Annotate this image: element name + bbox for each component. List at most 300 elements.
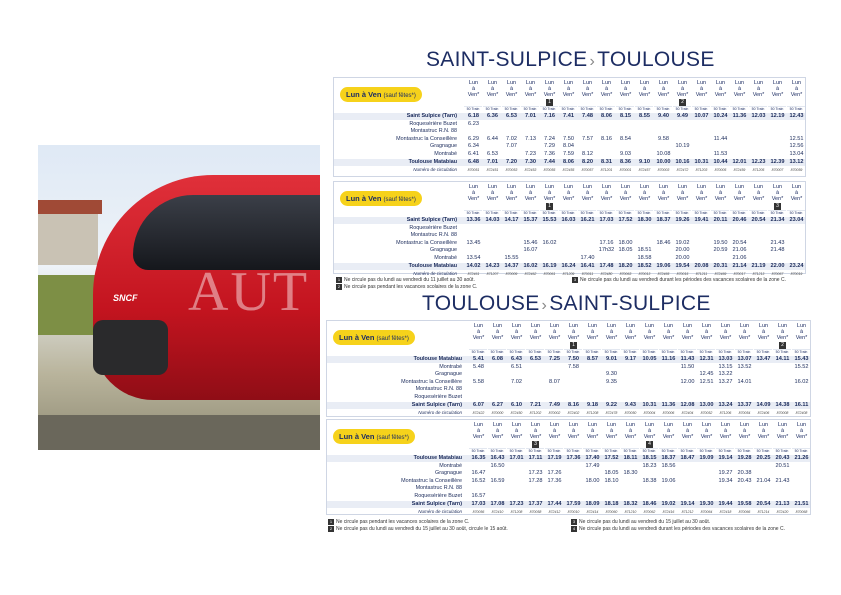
time-cell: 19.02: [661, 500, 676, 507]
day-header: Ven*: [586, 335, 599, 341]
day-header: à: [566, 190, 571, 196]
footnote-top-2: [336, 284, 477, 290]
time-cell: 13.15: [718, 363, 733, 370]
time-cell: 20.43: [775, 455, 790, 461]
arrow-icon: ›: [589, 53, 596, 70]
circulation-number: 870006: [662, 411, 675, 416]
time-cell: 12.08: [680, 401, 695, 408]
circulation-number: 870008: [776, 411, 789, 416]
train-sub: 50 Train: [621, 349, 639, 354]
time-cell: 6.48: [468, 158, 479, 165]
day-header: Ven*: [752, 92, 765, 98]
footnote-bottom-1: [328, 519, 469, 525]
train-sub: 50 Train: [754, 349, 772, 354]
time-cell: 12.03: [751, 113, 766, 119]
time-cell: 10.16: [675, 158, 690, 165]
tag-label: Lun à Ven: [346, 90, 382, 99]
time-cell: 8.06: [601, 113, 612, 119]
day-header: Ven*: [548, 434, 561, 440]
circulation-number: 870011: [581, 272, 594, 277]
time-cell: 19.27: [718, 470, 733, 477]
note-marker: 1: [546, 99, 553, 106]
day-header: Ven*: [581, 92, 594, 98]
footnote-bottom-3: [571, 519, 710, 525]
time-cell: 6.23: [468, 120, 479, 127]
day-header: Lun: [601, 184, 612, 190]
time-cell: 10.08: [656, 151, 671, 157]
day-header: à: [571, 329, 576, 335]
time-cell: 15.43: [794, 356, 809, 362]
circulation-number: 871214: [757, 510, 770, 515]
day-header: Ven*: [657, 92, 670, 98]
day-header: Ven*: [510, 434, 523, 440]
time-cell: 18.11: [623, 455, 638, 461]
time-cell: 15.55: [504, 255, 519, 261]
day-header: Ven*: [543, 92, 556, 98]
day-header: Lun: [492, 323, 503, 329]
time-cell: 12.01: [732, 158, 747, 165]
time-cell: 21.43: [770, 239, 785, 246]
circulation-number: 872462: [524, 272, 537, 277]
time-cell: 17.23: [528, 470, 543, 477]
day-header: à: [609, 329, 614, 335]
day-header: Lun: [796, 323, 807, 329]
time-cell: 21.14: [732, 262, 747, 269]
train-sub: 50 Train: [792, 349, 810, 354]
time-cell: 7.58: [568, 363, 579, 370]
circulation-number: 872459: [733, 168, 746, 173]
time-cell: 14.11: [775, 356, 790, 362]
time-cell: 15.53: [542, 217, 557, 223]
station-name: Roquesérière Buzet: [409, 224, 457, 231]
circulation-number: 870062: [643, 510, 656, 515]
day-header: Lun: [530, 323, 541, 329]
station-name: Toulouse Matabiau: [408, 262, 457, 269]
day-header: Lun: [777, 422, 788, 428]
footnote-text: Ne circule pas pendant les vacances scolaires de la zone C.: [336, 519, 470, 525]
circulation-number: 870007: [771, 168, 784, 173]
day-header: Lun: [606, 323, 617, 329]
day-header: Ven*: [790, 196, 803, 202]
time-cell: 7.21: [530, 401, 541, 408]
train-sub: 50 Train: [792, 448, 810, 453]
circulation-number: 870068: [795, 510, 808, 515]
train-sub: 50 Train: [768, 210, 786, 215]
day-header: à: [628, 329, 633, 335]
circulation-label: Numéro de circulation: [418, 410, 462, 416]
station-name: Toulouse Matabiau: [413, 356, 462, 362]
day-header: Lun: [696, 80, 707, 86]
train-sub: 50 Train: [526, 349, 544, 354]
day-header: à: [552, 329, 557, 335]
train-sub: 50 Train: [488, 349, 506, 354]
time-cell: 9.35: [606, 378, 617, 385]
day-header: Lun: [620, 80, 631, 86]
day-header: à: [756, 86, 761, 92]
time-cell: 17.03: [471, 500, 486, 507]
day-header: Ven*: [543, 196, 556, 202]
day-header: Ven*: [771, 196, 784, 202]
time-cell: 17.37: [528, 500, 543, 507]
time-cell: 8.15: [620, 113, 631, 119]
day-header: Lun: [701, 323, 712, 329]
day-header: à: [737, 190, 742, 196]
time-cell: 20.46: [732, 217, 747, 223]
train-sub: 50 Train: [716, 448, 734, 453]
day-header: Lun: [468, 184, 479, 190]
time-cell: 21.51: [794, 500, 809, 507]
time-cell: 7.49: [549, 401, 560, 408]
time-cell: 14.17: [504, 217, 519, 223]
roof-shape: [38, 200, 102, 214]
station-name: Saint Sulpice (Tarn): [406, 217, 457, 223]
time-cell: 7.02: [511, 378, 522, 385]
day-header: à: [699, 86, 704, 92]
time-cell: 17.28: [528, 477, 543, 484]
circulation-number: 871202: [529, 411, 542, 416]
day-header: à: [661, 86, 666, 92]
footnote-top-3: [572, 277, 802, 283]
time-cell: 9.49: [677, 113, 688, 119]
time-cell: 16.07: [523, 247, 538, 254]
time-cell: 10.24: [713, 113, 728, 119]
day-header: Lun: [753, 184, 764, 190]
time-cell: 13.45: [466, 239, 481, 246]
time-cell: 20.00: [675, 255, 690, 261]
time-cell: 20.00: [675, 247, 690, 254]
time-cell: 7.16: [544, 113, 555, 119]
time-cell: 11.44: [713, 135, 728, 142]
circulation-number: 872408: [795, 411, 808, 416]
train-sub: 50 Train: [583, 349, 601, 354]
time-cell: 11.36: [732, 113, 747, 119]
note-marker: 4: [646, 441, 653, 448]
time-cell: 16.19: [542, 262, 557, 269]
day-header: Lun: [715, 184, 726, 190]
train-sub: 50 Train: [597, 106, 615, 111]
train-sub: 50 Train: [635, 106, 653, 111]
train-sub: 50 Train: [654, 106, 672, 111]
station-name: Roquesérière Buzet: [414, 493, 462, 499]
time-cell: 13.00: [699, 401, 714, 408]
circulation-number: 872406: [757, 411, 770, 416]
train-sub: 50 Train: [559, 106, 577, 111]
day-header: Ven*: [600, 92, 613, 98]
schedule-tag: [333, 429, 415, 444]
day-header: Lun: [492, 422, 503, 428]
day-header: à: [742, 329, 747, 335]
time-cell: 10.19: [675, 143, 690, 150]
time-cell: 7.01: [525, 113, 536, 119]
day-header: à: [528, 86, 533, 92]
time-cell: 7.50: [563, 135, 574, 142]
time-cell: 8.54: [620, 135, 631, 142]
train-sub: 50 Train: [678, 349, 696, 354]
day-header: Lun: [639, 184, 650, 190]
time-cell: 6.27: [492, 401, 503, 408]
day-header: Ven*: [581, 196, 594, 202]
train-sub: 50 Train: [735, 448, 753, 453]
day-header: Ven*: [676, 92, 689, 98]
train-sub: 50 Train: [621, 448, 639, 453]
day-header: Lun: [644, 323, 655, 329]
day-header: à: [756, 190, 761, 196]
time-cell: 17.59: [566, 500, 581, 507]
day-header: Ven*: [529, 434, 542, 440]
day-header: Ven*: [486, 196, 499, 202]
time-cell: 7.59: [563, 151, 574, 157]
day-header: à: [495, 329, 500, 335]
day-header: Ven*: [714, 92, 727, 98]
time-cell: 13.52: [737, 363, 752, 370]
time-cell: 9.30: [606, 371, 617, 378]
time-cell: 17.49: [585, 462, 600, 469]
day-header: Ven*: [643, 335, 656, 341]
circulation-number: 871213: [752, 272, 765, 277]
day-header: à: [509, 86, 514, 92]
station-name: Montastruc la Conseillère: [396, 239, 457, 246]
day-header: Ven*: [676, 196, 689, 202]
train-sub: 50 Train: [697, 448, 715, 453]
title-from: TOULOUSE: [422, 292, 540, 315]
day-header: Lun: [682, 323, 693, 329]
time-cell: 14.23: [485, 262, 500, 269]
time-cell: 11.53: [713, 151, 728, 157]
day-header: Lun: [663, 422, 674, 428]
day-header: Lun: [620, 184, 631, 190]
time-cell: 18.15: [642, 455, 657, 461]
day-header: Ven*: [619, 196, 632, 202]
time-cell: 8.12: [582, 151, 593, 157]
note-marker: 2: [679, 99, 686, 106]
time-cell: 7.01: [487, 158, 498, 165]
day-header: Ven*: [757, 335, 770, 341]
day-header: à: [623, 190, 628, 196]
circulation-number: 870054: [738, 411, 751, 416]
train-sub: 50 Train: [711, 106, 729, 111]
train-sub: 50 Train: [673, 106, 691, 111]
day-header: à: [794, 86, 799, 92]
footnote-bottom-4: [571, 526, 785, 532]
time-cell: 12.56: [789, 143, 804, 150]
day-header: Ven*: [600, 196, 613, 202]
day-header: à: [718, 86, 723, 92]
rail-track: [38, 415, 320, 450]
circulation-number: 871210: [624, 510, 637, 515]
day-header: Ven*: [771, 92, 784, 98]
day-header: à: [723, 329, 728, 335]
circulation-number: 872402: [567, 411, 580, 416]
day-header: Ven*: [681, 434, 694, 440]
time-cell: 18.30: [637, 217, 652, 223]
note-3-icon: 3: [573, 277, 577, 282]
day-header: à: [509, 190, 514, 196]
circulation-number: 871205: [752, 168, 765, 173]
time-cell: 11.50: [680, 363, 695, 370]
day-header: Ven*: [638, 92, 651, 98]
day-header: Lun: [582, 184, 593, 190]
time-cell: 16.11: [794, 401, 809, 408]
circulation-number: 870052: [700, 411, 713, 416]
time-cell: 6.34: [468, 143, 479, 150]
circulation-number: 870053: [505, 168, 518, 173]
train-sub: 50 Train: [507, 448, 525, 453]
day-header: Ven*: [643, 434, 656, 440]
footnote-text: Ne circule pas du lundi au vendredi du 15 juillet au 30 août, circule le 15 août.: [336, 526, 508, 532]
time-cell: 21.06: [732, 255, 747, 261]
station-name: Montastruc la Conseillère: [401, 477, 462, 484]
train-sub: 50 Train: [735, 349, 753, 354]
day-header: Lun: [682, 422, 693, 428]
day-header: Ven*: [472, 434, 485, 440]
time-cell: 17.19: [547, 455, 562, 461]
day-header: à: [680, 190, 685, 196]
time-cell: 17.44: [547, 500, 562, 507]
day-header: à: [623, 86, 628, 92]
station-name: Saint Sulpice (Tarn): [406, 113, 457, 119]
train-sub: 50 Train: [564, 349, 582, 354]
train-windshield: [133, 195, 320, 270]
day-header: Ven*: [714, 196, 727, 202]
time-cell: 7.57: [582, 135, 593, 142]
note-3-icon: 3: [572, 519, 576, 524]
time-cell: 19.50: [713, 239, 728, 246]
time-cell: 20.11: [713, 217, 728, 223]
day-header: à: [471, 86, 476, 92]
station-name: Montastruc R.N. 88: [415, 485, 462, 492]
day-header: Lun: [487, 80, 498, 86]
train-sub: 50 Train: [602, 448, 620, 453]
time-cell: 7.02: [506, 135, 517, 142]
time-cell: 18.00: [585, 477, 600, 484]
station-name: Montastruc R.N. 88: [415, 386, 462, 393]
time-cell: 15.52: [794, 363, 809, 370]
time-cell: 8.16: [568, 401, 579, 408]
day-header: Lun: [601, 80, 612, 86]
schedule-tag: [340, 191, 422, 206]
day-header: à: [737, 86, 742, 92]
time-cell: 16.35: [471, 455, 486, 461]
day-header: Lun: [772, 184, 783, 190]
time-cell: 16.47: [471, 470, 486, 477]
timetable-block: [326, 419, 811, 515]
time-cell: 5.58: [473, 378, 484, 385]
note-2-icon: 2: [329, 526, 333, 531]
train-sub: 50 Train: [673, 210, 691, 215]
train-sub: 50 Train: [749, 106, 767, 111]
note-1-icon: 1: [329, 519, 333, 524]
day-header: Lun: [791, 80, 802, 86]
time-cell: 17.08: [490, 500, 505, 507]
footnote-text: Ne circule pas du lundi au vendredi durant les périodes des vacances scolaires de la zone C.: [579, 526, 785, 532]
day-header: à: [547, 86, 552, 92]
footnote-text: Ne circule pas pendant les vacances scolaires de la zone C.: [344, 284, 478, 290]
train-coupler: [93, 320, 168, 375]
time-cell: 18.18: [604, 500, 619, 507]
time-cell: 7.48: [582, 113, 593, 119]
time-cell: 20.08: [694, 262, 709, 269]
day-header: à: [685, 329, 690, 335]
time-cell: 16.41: [580, 262, 595, 269]
train-sub: 50 Train: [488, 448, 506, 453]
day-header: à: [761, 329, 766, 335]
day-header: Lun: [473, 422, 484, 428]
time-cell: 16.21: [580, 217, 595, 223]
time-cell: 10.31: [642, 401, 657, 408]
time-cell: 18.00: [618, 239, 633, 246]
circulation-number: 871208: [510, 510, 523, 515]
circulation-number: 870002: [548, 411, 561, 416]
time-cell: 6.07: [473, 401, 484, 408]
train-sub: 50 Train: [521, 106, 539, 111]
train-sub: 50 Train: [787, 210, 805, 215]
day-header: Lun: [796, 422, 807, 428]
time-cell: 12.23: [751, 158, 766, 165]
circulation-number: 872465: [657, 272, 670, 277]
time-cell: 16.59: [490, 477, 505, 484]
time-cell: 9.18: [587, 401, 598, 408]
train-sub: 50 Train: [697, 349, 715, 354]
station-name: Montastruc la Conseillère: [401, 378, 462, 385]
time-cell: 16.02: [542, 239, 557, 246]
time-cell: 12.43: [789, 113, 804, 119]
time-cell: 7.24: [544, 135, 555, 142]
day-header: Lun: [677, 80, 688, 86]
time-cell: 14.09: [756, 401, 771, 408]
train-sub: 50 Train: [578, 106, 596, 111]
day-header: Lun: [511, 323, 522, 329]
time-cell: 6.53: [487, 151, 498, 157]
day-header: Lun: [696, 184, 707, 190]
time-cell: 13.22: [718, 371, 733, 378]
day-header: Ven*: [472, 335, 485, 341]
note-marker: 1: [570, 342, 577, 349]
circulation-number: 870000: [491, 411, 504, 416]
time-cell: 20.54: [756, 500, 771, 507]
time-cell: 9.10: [639, 158, 650, 165]
day-header: à: [642, 86, 647, 92]
circulation-number: 870063: [619, 272, 632, 277]
circulation-number: 872416: [662, 510, 675, 515]
day-header: Lun: [739, 323, 750, 329]
train-sub: 50 Train: [754, 448, 772, 453]
day-header: Ven*: [757, 434, 770, 440]
circulation-number: 872461: [467, 272, 480, 277]
day-header: à: [704, 428, 709, 434]
time-cell: 18.47: [680, 455, 695, 461]
day-header: Lun: [734, 184, 745, 190]
time-cell: 17.36: [547, 477, 562, 484]
circulation-number: 870060: [605, 510, 618, 515]
day-header: à: [571, 428, 576, 434]
day-header: Lun: [720, 422, 731, 428]
day-header: Ven*: [662, 434, 675, 440]
time-cell: 9.22: [606, 401, 617, 408]
footnote-text: Ne circule pas du lundi au vendredi durant les périodes des vacances scolaires de la zone C.: [580, 277, 786, 283]
circulation-number: 870005: [714, 168, 727, 173]
circulation-number: 872414: [586, 510, 599, 515]
time-cell: 17.52: [618, 217, 633, 223]
time-cell: 15.37: [523, 217, 538, 223]
circulation-number: 870058: [529, 510, 542, 515]
circulation-number: 871207: [486, 272, 499, 277]
day-header: à: [666, 428, 671, 434]
schedule-tag: [340, 87, 422, 102]
time-cell: 12.51: [789, 135, 804, 142]
day-header: à: [642, 190, 647, 196]
day-header: Ven*: [700, 434, 713, 440]
time-cell: 11.16: [661, 356, 676, 362]
